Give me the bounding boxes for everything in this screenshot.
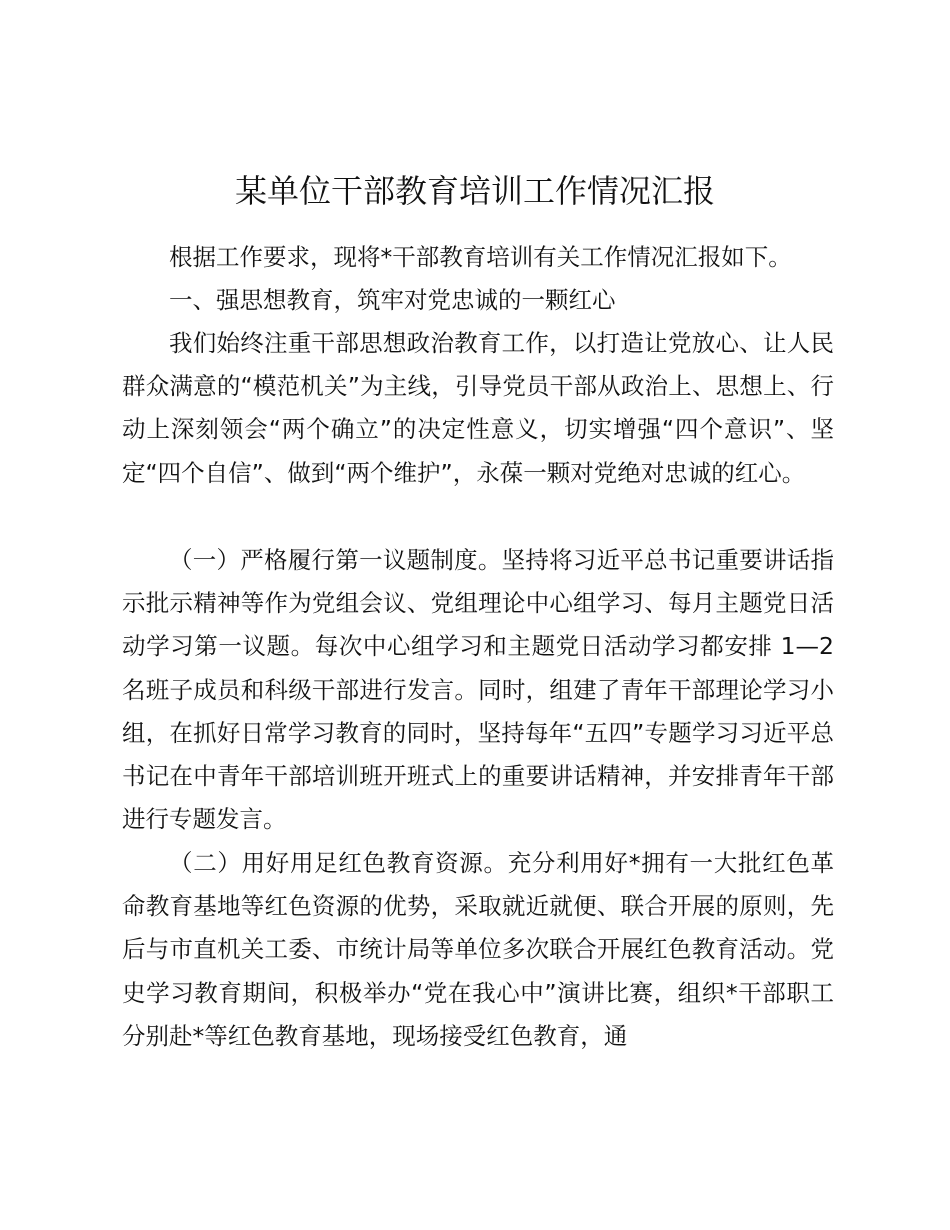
subsection-2-paragraph: （二）用好用足红色教育资源。充分利用好*拥有一大批红色革命教育基地等红色资源的优势，采取就近就便、联合开展的原则，先后与市直机关工委、市统计局等单位多次联合开展红色教育活动。党史学习教育期间，积极举办“党在我心中”演讲比赛，组织*干部职工分别赴*等红色教育基地，现场接受红色教育，通 <box>122 849 834 1050</box>
section-1-body-paragraph: 我们始终注重干部思想政治教育工作，以打造让党放心、让人民群众满意的“模范机关”为主线，引导党员干部从政治上、思想上、行动上深刻领会“两个确立”的决定性意义，切实增强“四个意识”、坚定“四个自信”、做到“两个维护”，永葆一颗对党绝对忠诚的红心。 <box>122 329 834 487</box>
document-title: 某单位干部教育培训工作情况汇报 <box>234 172 715 210</box>
intro-paragraph: 根据工作要求，现将*干部教育培训有关工作情况汇报如下。 <box>169 243 792 271</box>
subsection-1-paragraph: （一）严格履行第一议题制度。坚持将习近平总书记重要讲话指示批示精神等作为党组会议、党组理论中心组学习、每月主题党日活动学习第一议题。每次中心组学习和主题党日活动学习都安排 1—2 名班子成员和科级干部进行发言。同时，组建了青年干部理论学习小组，在抓好日常学习教育的同时，坚持每年“五四”专题学习习近平总书记在中青年干部培训班开班式上的重要讲话精神，并安排青年干部进行专题发言。 <box>122 546 834 834</box>
section-heading-1: 一、强思想教育，筑牢对党忠诚的一颗红心 <box>169 286 616 314</box>
